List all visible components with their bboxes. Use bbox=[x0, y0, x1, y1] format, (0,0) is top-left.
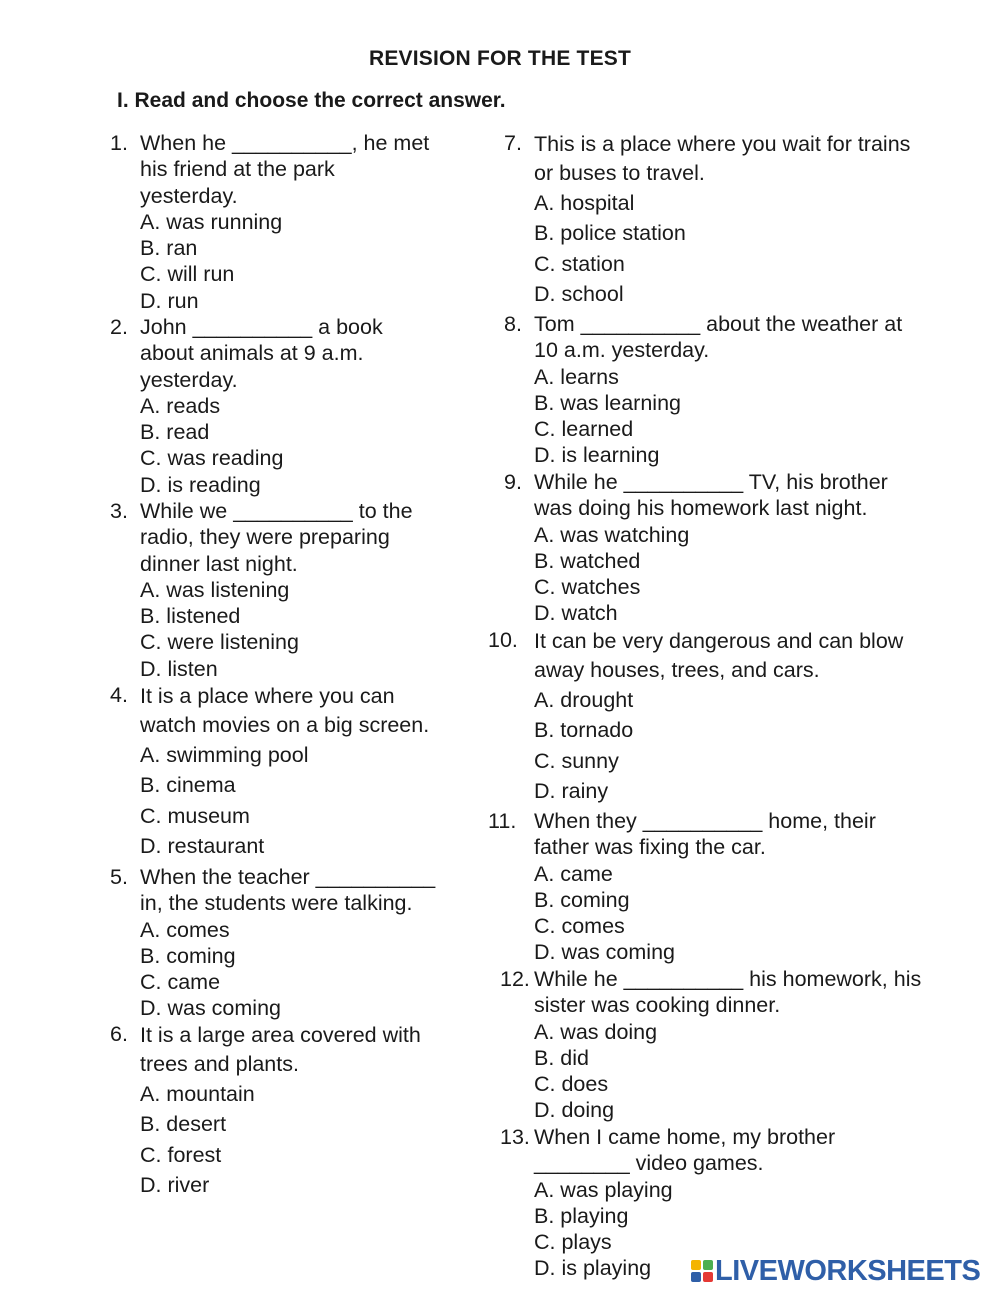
answer-option-d[interactable]: D. was coming bbox=[140, 996, 281, 1021]
question-7 bbox=[504, 130, 910, 309]
question-text-line: radio, they were preparing bbox=[140, 525, 390, 550]
answer-option-d[interactable]: D. river bbox=[140, 1172, 210, 1197]
question-body bbox=[140, 864, 435, 1022]
question-text-line: When he __________, he met bbox=[140, 131, 430, 155]
answer-option-b[interactable]: B. coming bbox=[534, 887, 630, 912]
answer-option-a[interactable]: A. was watching bbox=[534, 522, 690, 547]
answer-option-c[interactable]: C. watches bbox=[534, 575, 641, 600]
answer-option-c[interactable]: C. plays bbox=[534, 1230, 612, 1255]
question-text-line: It is a large area covered with bbox=[140, 1023, 421, 1047]
question-text-line: sister was cooking dinner. bbox=[534, 993, 781, 1018]
question-body bbox=[534, 130, 910, 309]
question-text-line: While he __________ his homework, his bbox=[534, 967, 922, 991]
answer-option-c[interactable]: C. museum bbox=[140, 803, 250, 828]
question-10 bbox=[488, 627, 903, 806]
question-body bbox=[140, 130, 429, 314]
question-6 bbox=[110, 1021, 421, 1200]
question-text-line: yesterday. bbox=[140, 183, 238, 208]
answer-option-a[interactable]: A. hospital bbox=[534, 191, 635, 215]
answer-option-b[interactable]: B. police station bbox=[534, 221, 686, 246]
answer-option-a[interactable]: A. reads bbox=[140, 393, 221, 418]
question-1 bbox=[110, 130, 429, 314]
page-title: REVISION FOR THE TEST bbox=[368, 47, 632, 70]
question-number: 11. bbox=[488, 809, 517, 833]
answer-option-d[interactable]: D. restaurant bbox=[140, 833, 265, 858]
answer-option-c[interactable]: C. came bbox=[140, 970, 221, 995]
question-8 bbox=[504, 311, 902, 469]
answer-option-d[interactable]: D. doing bbox=[534, 1098, 615, 1123]
brand-logo bbox=[691, 1256, 980, 1286]
answer-option-b[interactable]: B. read bbox=[140, 420, 210, 445]
answer-option-d[interactable]: D. is playing bbox=[534, 1256, 652, 1281]
answer-option-d[interactable]: D. school bbox=[534, 281, 624, 306]
answer-option-a[interactable]: A. comes bbox=[140, 917, 230, 942]
question-text-line: was doing his homework last night. bbox=[534, 496, 868, 521]
answer-option-b[interactable]: B. did bbox=[534, 1045, 589, 1070]
brand-text: LIVEWORKSHEETS bbox=[715, 1254, 981, 1287]
answer-option-a[interactable]: A. swimming pool bbox=[140, 743, 309, 767]
answer-option-c[interactable]: C. was reading bbox=[140, 446, 284, 471]
question-number: 8. bbox=[504, 312, 522, 336]
answer-option-b[interactable]: B. listened bbox=[140, 604, 241, 629]
answer-option-a[interactable]: A. drought bbox=[534, 688, 634, 712]
answer-option-c[interactable]: C. station bbox=[534, 251, 625, 276]
answer-option-b[interactable]: B. ran bbox=[140, 236, 198, 261]
answer-option-c[interactable]: C. learned bbox=[534, 417, 634, 442]
answer-option-d[interactable]: D. was coming bbox=[534, 940, 675, 965]
question-number: 3. bbox=[110, 499, 128, 523]
question-4 bbox=[110, 682, 429, 861]
answer-option-a[interactable]: A. mountain bbox=[140, 1082, 255, 1106]
question-text-line: or buses to travel. bbox=[534, 161, 705, 185]
question-number: 12. bbox=[500, 967, 530, 991]
answer-option-a[interactable]: A. was doing bbox=[534, 1019, 658, 1044]
question-number: 6. bbox=[110, 1022, 128, 1046]
question-9 bbox=[504, 469, 888, 627]
question-number: 9. bbox=[504, 470, 522, 494]
question-text-line: When the teacher __________ bbox=[140, 865, 436, 889]
question-number: 5. bbox=[110, 865, 128, 889]
answer-option-a[interactable]: A. learns bbox=[534, 364, 619, 389]
question-11 bbox=[488, 808, 876, 966]
liveworksheets-logo-icon bbox=[691, 1260, 713, 1282]
question-text-line: This is a place where you wait for trains bbox=[534, 132, 911, 156]
question-2 bbox=[110, 314, 383, 498]
question-text-line: dinner last night. bbox=[140, 551, 298, 576]
question-text-line: While we __________ to the bbox=[140, 499, 413, 523]
question-body bbox=[140, 314, 383, 498]
question-text-line: about animals at 9 a.m. bbox=[140, 341, 364, 366]
question-body bbox=[534, 966, 921, 1124]
question-text-line: watch movies on a big screen. bbox=[140, 713, 430, 737]
question-body bbox=[140, 1021, 421, 1200]
question-number: 10. bbox=[488, 628, 518, 652]
question-number: 13. bbox=[500, 1125, 530, 1149]
question-12 bbox=[500, 966, 921, 1124]
question-text-line: Tom __________ about the weather at bbox=[534, 312, 903, 336]
answer-option-c[interactable]: C. will run bbox=[140, 262, 235, 287]
question-5 bbox=[110, 864, 435, 1022]
question-body bbox=[140, 498, 413, 682]
answer-option-b[interactable]: B. watched bbox=[534, 548, 641, 573]
question-text-line: ________ video games. bbox=[534, 1151, 764, 1176]
question-body bbox=[534, 808, 876, 966]
question-text-line: father was fixing the car. bbox=[534, 835, 766, 860]
section-heading: I. Read and choose the correct answer. bbox=[117, 89, 506, 112]
question-text-line: When I came home, my brother bbox=[534, 1125, 836, 1149]
answer-option-a[interactable]: A. was listening bbox=[140, 577, 290, 602]
question-text-line: away houses, trees, and cars. bbox=[534, 658, 820, 682]
answer-option-b[interactable]: B. tornado bbox=[534, 718, 634, 743]
question-body bbox=[534, 469, 888, 627]
question-number: 2. bbox=[110, 315, 128, 339]
answer-option-c[interactable]: C. sunny bbox=[534, 748, 619, 773]
question-number: 4. bbox=[110, 683, 128, 707]
question-body bbox=[534, 627, 903, 806]
answer-option-b[interactable]: B. coming bbox=[140, 943, 236, 968]
question-text-line: trees and plants. bbox=[140, 1052, 299, 1076]
answer-option-d[interactable]: D. watch bbox=[534, 601, 618, 626]
question-text-line: When they __________ home, their bbox=[534, 809, 876, 833]
answer-option-d[interactable]: D. listen bbox=[140, 656, 218, 681]
question-text-line: 10 a.m. yesterday. bbox=[534, 338, 710, 363]
question-text-line: John __________ a book bbox=[140, 315, 383, 339]
answer-option-c[interactable]: C. were listening bbox=[140, 630, 299, 655]
answer-option-d[interactable]: D. run bbox=[140, 288, 199, 313]
question-text-line: While he __________ TV, his brother bbox=[534, 470, 888, 494]
answer-option-a[interactable]: A. came bbox=[534, 861, 613, 886]
question-3 bbox=[110, 498, 413, 682]
question-text-line: his friend at the park bbox=[140, 157, 335, 182]
answer-option-b[interactable]: B. was learning bbox=[534, 390, 681, 415]
answer-option-c[interactable]: C. does bbox=[534, 1072, 609, 1097]
answer-option-d[interactable]: D. is reading bbox=[140, 472, 261, 497]
question-body bbox=[140, 682, 429, 861]
question-number: 1. bbox=[110, 131, 128, 155]
answer-option-d[interactable]: D. is learning bbox=[534, 443, 660, 468]
question-text-line: It can be very dangerous and can blow bbox=[534, 629, 904, 653]
question-text-line: in, the students were talking. bbox=[140, 891, 413, 916]
answer-option-d[interactable]: D. rainy bbox=[534, 778, 609, 803]
question-number: 7. bbox=[504, 131, 522, 155]
answer-option-a[interactable]: A. was running bbox=[140, 209, 283, 234]
answer-option-b[interactable]: B. desert bbox=[140, 1112, 227, 1137]
answer-option-b[interactable]: B. playing bbox=[534, 1203, 629, 1228]
question-text-line: yesterday. bbox=[140, 367, 238, 392]
answer-option-a[interactable]: A. was playing bbox=[534, 1177, 673, 1202]
answer-option-c[interactable]: C. forest bbox=[140, 1142, 222, 1167]
question-text-line: It is a place where you can bbox=[140, 684, 395, 708]
answer-option-b[interactable]: B. cinema bbox=[140, 773, 236, 798]
question-body bbox=[534, 311, 902, 469]
answer-option-c[interactable]: C. comes bbox=[534, 914, 625, 939]
